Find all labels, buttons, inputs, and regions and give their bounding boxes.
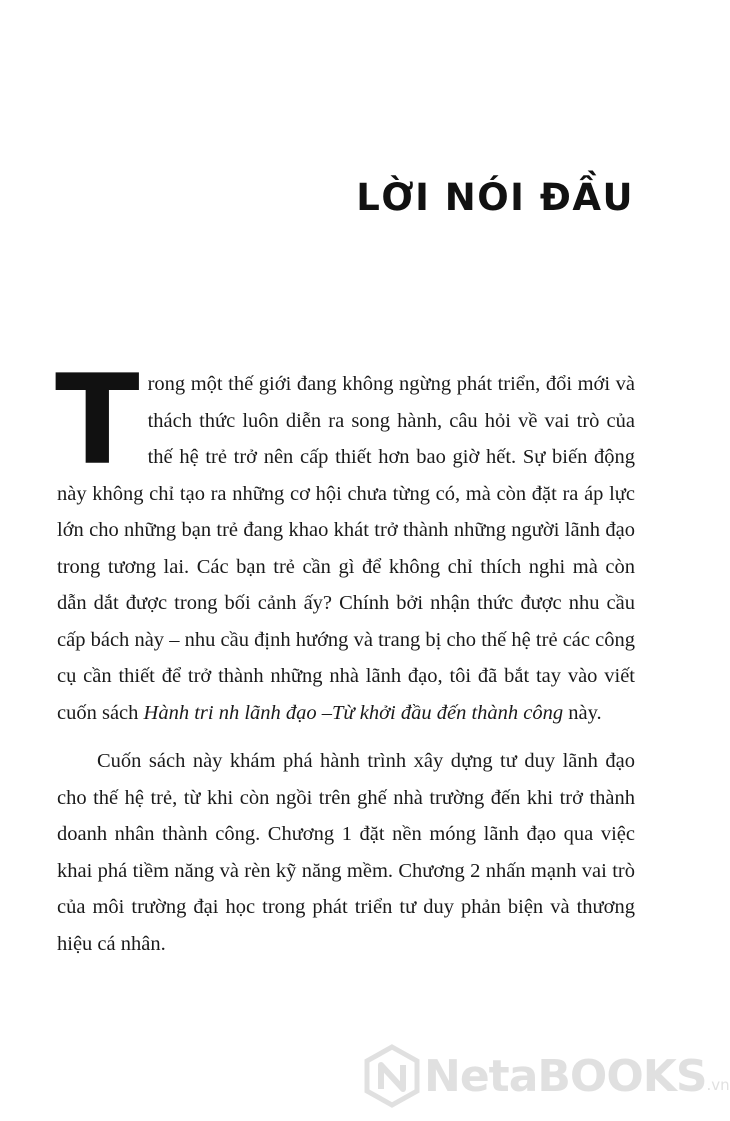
paragraph-1-end: này. xyxy=(563,701,602,724)
watermark xyxy=(364,1044,730,1108)
body-text xyxy=(55,349,635,962)
drop-cap: T xyxy=(55,349,140,493)
netabooks-logo-icon xyxy=(364,1045,420,1107)
book-title: Hành tri nh lãnh đạo –Từ khởi đầu đến thành công xyxy=(143,701,564,724)
watermark-text: NetaBOOKS xyxy=(424,1050,707,1102)
paragraph-1-text: rong một thế giới đang không ngừng phát triển, đổi mới và thách thức luôn diễn ra song hành, câu hỏi về vai trò của thế hệ trẻ trở nên cấp thiết hơn bao giờ hết. Sự biến động này không chỉ tạo ra những cơ hội chưa từng có, mà còn đặt ra áp lực lớn cho những bạn trẻ đang khao khát trở thành những người lãnh đạo trong tương lai. Các bạn trẻ cần gì để không chỉ thích nghi mà còn dẫn dắt được trong bối cảnh ấy? Chính bởi nhận thức được nhu cầu cấp bách này – nhu cầu định hướng và trang bị cho thế hệ trẻ các công cụ cần thiết để trở thành những nhà lãnh đạo, tôi đã bắt tay vào viết cuốn sách xyxy=(57,373,635,724)
watermark-suffix: .vn xyxy=(706,1076,730,1094)
paragraph-1 xyxy=(55,349,635,731)
paragraph-2: Cuốn sách này khám phá hành trình xây dựng tư duy lãnh đạo cho thế hệ trẻ, từ khi còn ngồi trên ghế nhà trường đến khi trở thành doanh nhân thành công. Chương 1 đặt nền móng lãnh đạo qua việc khai phá tiềm năng và rèn kỹ năng mềm. Chương 2 nhấn mạnh vai trò của môi trường đại học trong phát triển tư duy phản biện và thương hiệu cá nhân. xyxy=(57,750,635,955)
chapter-heading: LỜI NÓI ĐẦU xyxy=(356,176,634,219)
